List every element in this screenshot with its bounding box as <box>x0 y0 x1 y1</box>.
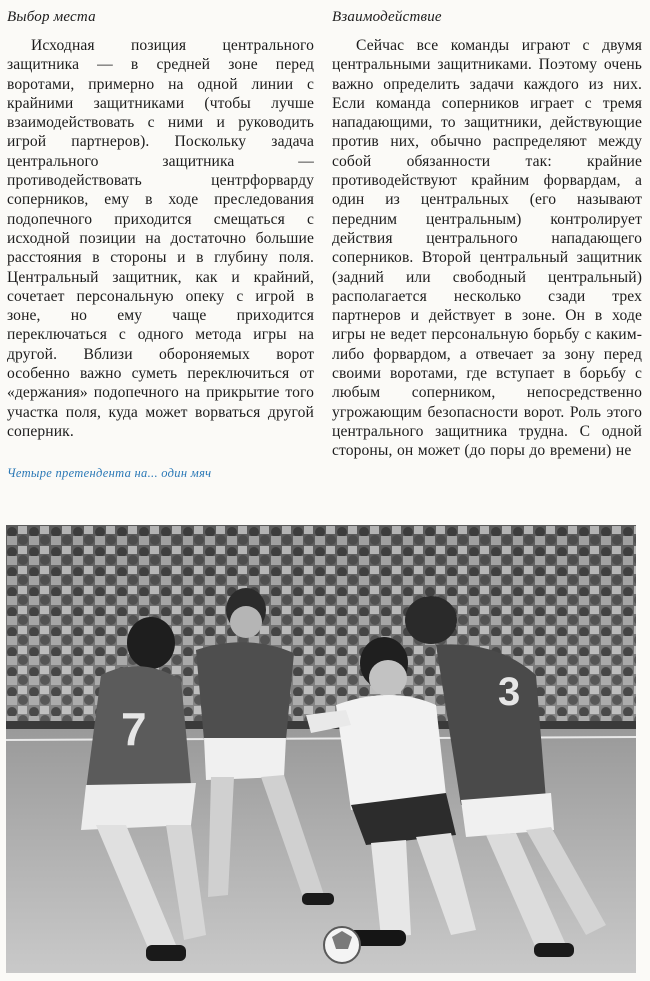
football-photo <box>6 525 636 973</box>
left-column <box>7 6 314 441</box>
right-column <box>332 6 642 461</box>
shirt-number-7: 7 <box>121 703 147 755</box>
left-body-text: Исходная позиция центрального защитника — в средней зоне перед воротами, примерно на одной линии с крайними защитниками (чтобы лучше взаимодействовать с ними и руководить игрой партнеров). Поскольку задача центрального защитника — противодействовать центрфорварду соперников, ему в ходе преследования подопечного приходится смещаться с исходной позиции на достаточно большие расстояния в стороны и в глубину поля. Центральный защитник, как и крайний, сочетает персональную опеку с игрой в зоне, но ему чаще приходится переключаться с одного метода игры на другой. Вблизи обороняемых ворот особенно важно суметь переключиться от «держания» подопечного на прикрытие того участка поля, куда может ворваться другой соперник. <box>7 37 314 440</box>
right-body-text: Сейчас все команды играют с двумя центральными защитниками. Поэтому очень важно определить задачи каждого из них. Если команда соперников играет с тремя нападающими, то защитники, действующие против них, обычно распределяют между собой обязанности так: крайние противодействуют крайним форвардам, а один из центральных (его называют передним центральным) контролирует действия центрального нападающего соперников. Второй центральный защитник (задний или свободный центральный) располагается несколько сзади трех партнеров и действует в зоне. Он в ходе игры не ведет персональную борьбу с каким-либо форвардом, а отвечает за зону перед своими воротами, где вступает в борьбу с любым соперником, непосредственно угрожающим безопасности ворот. Роль этого центрального защитника трудна. С одной стороны, он может (до поры до времени) не <box>332 37 642 460</box>
left-heading: Выбор места <box>7 9 96 25</box>
shirt-number-3: 3 <box>498 670 521 714</box>
photo-caption: Четыре претендента на... один мяч <box>7 466 212 480</box>
right-heading: Взаимодействие <box>332 9 442 25</box>
